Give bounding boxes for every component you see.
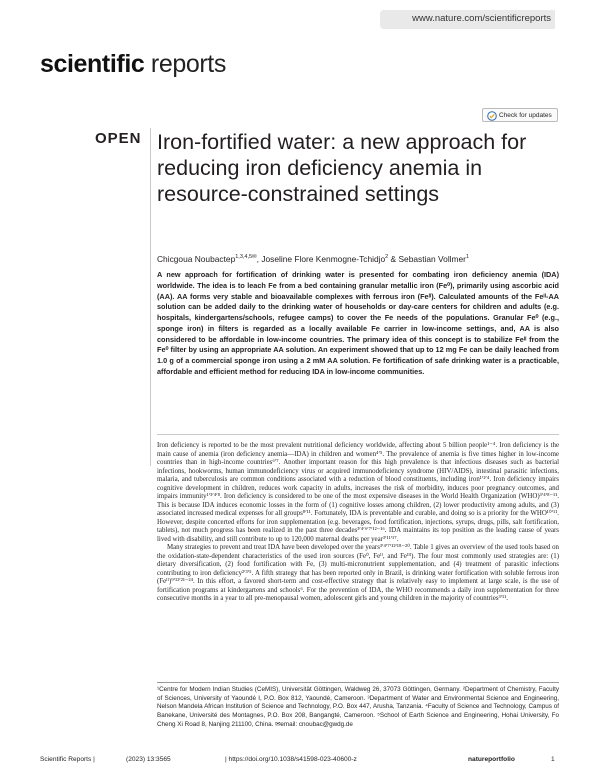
url-bar [380, 10, 555, 29]
logo-bold: scientific [40, 50, 145, 78]
abstract-divider [157, 434, 559, 435]
author-affiliation-marks: 2 [385, 254, 389, 261]
author-separator: & [388, 254, 399, 264]
page-number: 1 [551, 756, 555, 763]
article-title: Iron-fortified water: a new approach for reducing iron deficiency anemia in resource-constrained settings [157, 130, 527, 206]
body-paragraph: Iron deficiency is reported to be the most prevalent nutritional deficiency worldwide, affecting about 5 billion people¹⁻⁴. Iron deficiency is the main cause of anemia (iron deficiency anemia—IDA) in children and women⁴ʹ⁵. The prevalence of anemia is five times higher in low-income countries than in high-income countries⁶ʹ⁷. Another important reason for this high prevalence is that infectious diseases such as bacterial infections, hookworms, human immunodeficiency virus or acquired immunodeficiency syndrome (HIV/AIDS), intestinal parasitic infections, malaria, and tuberculosis are common conditions associated with a reduction of blood constituents, including iron¹ʹ²ʹ⁴. Iron deficiency impairs cognitive development in children, reduces work capacity in adults, increases the risk of morbidity, induces poor pregnancy outcomes, and impairs immunity¹ʹ³ʹ⁴ʹ⁸. Iron deficiency is considered to be one of the most expensive diseases in the World Health Organization (WHO)³ʹ⁴ʹ⁸⁻¹¹. This is because IDA induces economic losses in the form of (1) cognitive losses among children, (2) lower productivity among adults, and (3) associated increased medical expenses for all groups⁸ʹ¹¹. Fortunately, IDA is preventable and curable, and doing so is a priority for the WHO¹⁰ʹ¹¹. However, despite concerted efforts for iron supplementation (e.g. beverages, food fortification, injections, syrups, drugs, pills, salt fortification, tablets), not much progress has been realized in the past three decades³ʹ⁴ʹ⁶ʹ⁷ʹ¹²⁻¹⁶. IDA maintains its top position as the leading cause of years lived with disability, and still contribute to up to 120,000 maternal deaths per year³ʹ¹¹ʹ¹⁷. [157, 442, 559, 543]
open-access-label: OPEN [95, 130, 142, 147]
article-body [157, 442, 559, 604]
journal-url[interactable]: www.nature.com/scientificreports [412, 13, 551, 24]
affiliations: ¹Centre for Modern Indian Studies (CeMIS), Universität Göttingen, Waldweg 26, 37073 Göttingen, Germany. ²Department of Chemistry, Faculty of Sciences, University of Yaoundé I, P.O. Box 812, Yaoundé, Cameroon. ³Department of Water and Environmental Science and Engineering, Nelson Mandela African Institution of Science and Technology, P.O. Box 447, Arusha, Tanzania. ⁴Faculty of Science and Technology, Campus of Banekane, Université des Montagnes, P.O. Box 208, Bangangté, Cameroon. ⁵School of Earth Science and Engineering, Hohai University, Fo Cheng Xi Road 8, Nanjing 211100, China. ✉email: cnoubac@gwdg.de [157, 686, 559, 728]
footer-journal: Scientific Reports | [40, 756, 95, 763]
check-updates-icon [487, 111, 497, 121]
author-list [157, 254, 567, 264]
abstract: A new approach for fortification of drinking water is presented for combating iron deficiency anemia (IDA) worldwide. The idea is to leach Fe from a bed containing granular metallic iron (Fe⁰), primarily using ascorbic acid (AA). AA forms very stable and bioavailable complexes with ferrous iron (Feᴵᴵ). Calculated amounts of the Feᴵᴵ-AA solution can be added daily to the drinking water of households or day-care centers for children and adults (e.g. hospitals, kindergartens/schools, refugee camps) to cover the Fe needs of the populations. Granular Fe⁰ (e.g., sponge iron) in filters is regarded as a locally available Fe carrier in low-income settings, and, AA is also considered to be affordable in low-income countries. The primary idea of this concept is to stabilize Feᴵᴵ from the Fe⁰ filter by using an appropriate AA solution. An experiment showed that up to 12 mg Fe can be daily leached from 1.0 g of a commercial sponge iron using a 2 mM AA solution. Fe fortification of safe drinking water is a practicable, affordable and efficient method for reducing IDA in low-income communities. [157, 270, 559, 376]
author-separator: , [256, 254, 262, 264]
publisher-logo: natureportfolio [468, 756, 515, 763]
check-for-updates-button[interactable] [482, 108, 558, 122]
author-name[interactable]: Sebastian Vollmer [398, 254, 466, 264]
author-name[interactable]: Chicgoua Noubactep [157, 254, 236, 264]
author-name[interactable]: Joseline Flore Kenmogne-Tchidjo [261, 254, 386, 264]
journal-logo [40, 50, 226, 79]
divider-vertical [150, 128, 151, 466]
author-affiliation-marks: 1 [465, 254, 470, 261]
footnote-separator [157, 682, 559, 683]
author-affiliation-marks: 1,3,4,5✉ [235, 254, 257, 261]
check-updates-label: Check for updates [499, 112, 552, 119]
footer-doi[interactable]: | https://doi.org/10.1038/s41598-023-40600-z [225, 756, 357, 763]
body-paragraph: Many strategies to prevent and treat IDA have been developed over the years³ʹ⁴ʹ⁷ʹ¹²ʹ¹⁸⁻²⁰. Table 1 gives an overview of the used tools based on the oxidation-state-dependent characteristics of the used iron sources (Fe⁰, Feᴵᴵ, and Feᴵᴵᴵ). The four most commonly used strategies are: (1) dietary diversification, (2) food fortification with Fe, (3) multi-micronutrient supplementation, and (4) treatment of parasitic infections contributing to iron deficiency²ʹ³ʹ⁵. A fifth strategy that has been reported only in Brazil, is drinking water fortification with soluble ferrous iron (Feᴵᴵ)⁹ʹ¹²ʹ²¹⁻²⁴. In this effort, a favored short-term and cost-effective strategy that is relatively easy to implement at large scale, is the use of fortification programs at kindergartens and schools⁶. For the prevention of IDA, the WHO recommends a daily iron supplementation for three consecutive months in a year to all pre-menopausal women, adolescent girls and young children in the majority of countries³ʹ¹¹. [157, 544, 559, 602]
footer-volume: (2023) 13:3565 [126, 756, 171, 763]
logo-light: reports [144, 50, 226, 78]
